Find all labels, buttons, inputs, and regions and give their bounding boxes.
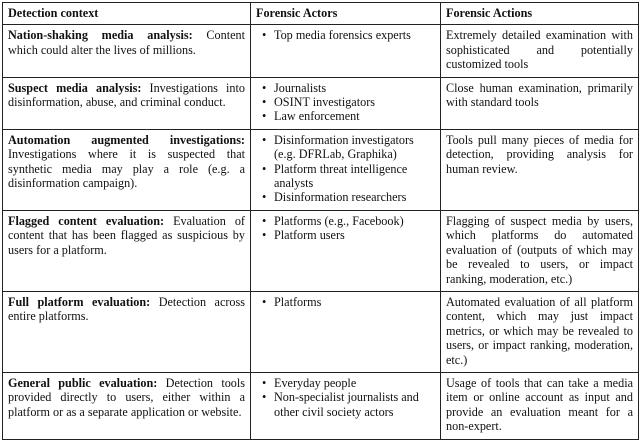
table-row [3,77,639,129]
context-cell [3,372,251,439]
table-row [3,372,639,439]
context-title: Flagged content evaluation: [8,213,165,228]
actor-item: • Everyday people [274,376,435,390]
actors-list [256,376,435,419]
actor-item: • Platform users [274,228,435,242]
actor-item: • Law enforcement [274,109,435,123]
actors-cell [251,372,441,439]
actor-item: • Platforms [274,295,435,309]
actor-item: • Non-specialist journalists and other civil society actors [274,390,435,419]
context-text: Detection across entire platforms. [8,294,245,324]
actor-item: • Disinformation researchers [274,190,435,204]
actions-cell: Automated evaluation of all platform content, which may just impact metrics, or which may be revealed to users, or impact ranking, moderation, etc.) [441,291,639,372]
context-title: Suspect media analysis: [8,80,142,95]
actor-item: • Top media forensics experts [274,28,435,42]
actors-list [256,214,435,243]
context-cell [3,210,251,291]
context-title: Automation augmented investigations: [8,132,245,147]
context-cell [3,77,251,129]
actors-list [256,81,435,124]
actor-item: • Platform threat intelligence analysts [274,162,435,191]
header-row [3,3,639,25]
context-text: Detection tools provided directly to users, either within a platform or as a separate application or website. [8,375,246,419]
table-row [3,210,639,291]
context-text: Content which could alter the lives of millions. [8,28,245,57]
context-cell [3,129,251,210]
context-cell [3,291,251,372]
actions-cell: Extremely detailed examination with sophisticated and potentially customized tools [441,25,639,77]
header-forensic-actors: Forensic Actors [251,3,441,25]
table-row [3,25,639,77]
table-container [2,2,638,440]
actor-item: • OSINT investigators [274,95,435,109]
actors-list [256,28,435,42]
actions-cell: Tools pull many pieces of media for detection, providing analysis for human review. [441,129,639,210]
context-cell [3,25,251,77]
context-text: Evaluation of content that has been flagged as suspicious by users for a platform. [8,213,245,257]
table-row [3,129,639,210]
actors-cell [251,25,441,77]
forensics-table [2,2,639,440]
actor-item: • Platforms (e.g., Facebook) [274,214,435,228]
header-detection-context: Detection context [3,3,251,25]
actor-item: • Disinformation investigators (e.g. DFRLab, Graphika) [274,133,435,162]
actions-cell: Flagging of suspect media by users, which platforms do automated evaluation of (outputs of which may be revealed to users, or impact ranking, moderation, etc.) [441,210,639,291]
actors-cell [251,210,441,291]
actors-list [256,295,435,309]
actors-cell [251,291,441,372]
context-title: Nation-shaking media analysis: [8,28,193,43]
actors-cell [251,77,441,129]
table-row [3,291,639,372]
actors-cell [251,129,441,210]
actions-cell: Usage of tools that can take a media item or online account as input and provide an evaluation meant for a non-expert. [441,372,639,439]
actor-item: • Journalists [274,81,435,95]
context-text: Investigations where it is suspected that synthetic media may play a role (e.g. a disinformation campaign). [8,147,245,191]
context-title: Full platform evaluation: [8,294,151,309]
header-forensic-actions: Forensic Actions [441,3,639,25]
actions-cell: Close human examination, primarily with standard tools [441,77,639,129]
context-title: General public evaluation: [8,375,158,390]
context-text: Investigations into disinformation, abuse, and criminal conduct. [8,80,245,110]
actors-list [256,133,435,205]
